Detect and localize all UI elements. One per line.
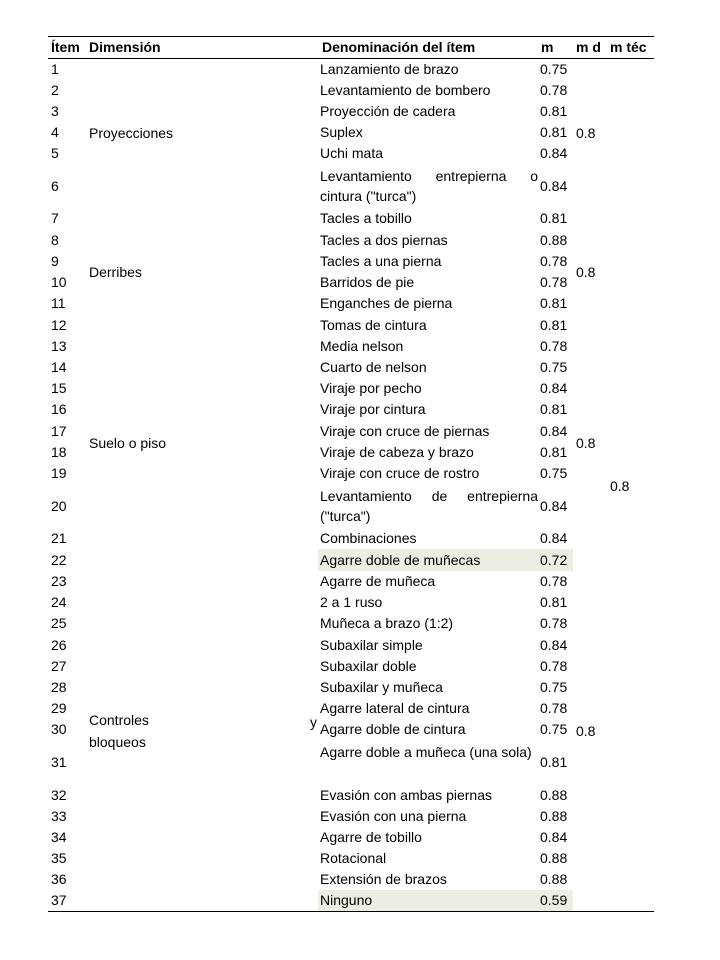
mtec-value: 0.8 — [610, 478, 630, 494]
item-m-value: 0.81 — [540, 295, 568, 311]
header-m: m — [541, 39, 554, 55]
item-m-value: 0.84 — [540, 145, 568, 161]
item-name: Combinaciones — [320, 530, 417, 546]
item-number: 4 — [51, 124, 59, 140]
item-name: Enganches de pierna — [320, 295, 453, 311]
item-number: 24 — [51, 594, 67, 610]
item-m-value: 0.75 — [540, 721, 568, 737]
item-m-value: 0.81 — [540, 401, 568, 417]
item-number: 16 — [51, 401, 67, 417]
item-name: Agarre doble de cintura — [320, 721, 466, 737]
table-row — [48, 528, 654, 549]
item-m-value: 0.59 — [540, 892, 568, 908]
item-name: Media nelson — [320, 338, 404, 354]
item-number: 33 — [51, 808, 67, 824]
item-number: 12 — [51, 317, 67, 333]
item-name: Levantamiento de bombero — [320, 82, 491, 98]
md-suelo: 0.8 — [576, 435, 596, 451]
item-m-value: 0.81 — [540, 103, 568, 119]
table-row — [48, 677, 654, 698]
item-number: 18 — [51, 444, 67, 460]
item-number: 5 — [51, 145, 59, 161]
item-number: 19 — [51, 465, 67, 481]
item-name: Subaxilar doble — [320, 658, 417, 674]
dimension-controles-y: y — [310, 714, 317, 730]
table-row — [48, 208, 654, 229]
item-number: 25 — [51, 615, 67, 631]
item-m-value: 0.84 — [540, 829, 568, 845]
table-row — [48, 848, 654, 869]
table-row — [48, 549, 654, 571]
item-number: 14 — [51, 359, 67, 375]
item-name: Suplex — [320, 124, 363, 140]
item-number: 28 — [51, 679, 67, 695]
item-number: 30 — [51, 721, 67, 737]
item-number: 35 — [51, 850, 67, 866]
header-md: m d — [576, 39, 601, 55]
item-name: Viraje de cabeza y brazo — [320, 444, 474, 460]
item-name: Subaxilar y muñeca — [320, 679, 443, 695]
item-m-value: 0.78 — [540, 573, 568, 589]
item-number: 8 — [51, 232, 59, 248]
header-denominacion: Denominación del ítem — [322, 39, 476, 55]
item-number: 15 — [51, 380, 67, 396]
item-m-value: 0.78 — [540, 274, 568, 290]
item-name: Agarre doble a muñeca (una sola) — [320, 744, 532, 760]
table-row — [48, 869, 654, 890]
item-m-value: 0.78 — [540, 82, 568, 98]
item-m-value: 0.78 — [540, 615, 568, 631]
item-number: 2 — [51, 82, 59, 98]
item-m-value: 0.75 — [540, 679, 568, 695]
item-m-value: 0.81 — [540, 594, 568, 610]
item-number: 1 — [51, 61, 59, 77]
item-name: Ninguno — [320, 892, 373, 908]
item-number: 9 — [51, 253, 59, 269]
table-row — [48, 164, 654, 208]
md-proyecciones: 0.8 — [576, 125, 596, 141]
item-name: Agarre lateral de cintura — [320, 700, 470, 716]
table-row — [48, 827, 654, 848]
item-m-value: 0.88 — [540, 808, 568, 824]
item-m-value: 0.72 — [540, 552, 568, 568]
item-name: Tacles a tobillo — [320, 210, 412, 226]
table-row — [48, 336, 654, 357]
item-m-value: 0.84 — [540, 423, 568, 439]
item-name: Viraje por pecho — [320, 380, 422, 396]
table-row — [48, 314, 654, 336]
item-m-value: 0.88 — [540, 787, 568, 803]
table-row — [48, 634, 654, 656]
table-row — [48, 784, 654, 806]
item-name: Rotacional — [320, 850, 387, 866]
item-name: Proyección de cadera — [320, 103, 456, 119]
table-row — [48, 484, 654, 528]
table-row — [48, 101, 654, 122]
item-number: 10 — [51, 274, 67, 290]
table-row — [48, 806, 654, 827]
item-number: 23 — [51, 573, 67, 589]
items-table — [48, 0, 654, 960]
item-m-value: 0.88 — [540, 871, 568, 887]
item-name: Viraje con cruce de rostro — [320, 465, 480, 481]
item-number: 17 — [51, 423, 67, 439]
item-number: 31 — [51, 754, 67, 770]
item-m-value: 0.75 — [540, 61, 568, 77]
item-number: 37 — [51, 892, 67, 908]
table-row — [48, 592, 654, 613]
item-number: 32 — [51, 787, 67, 803]
item-m-value: 0.78 — [540, 338, 568, 354]
table-row — [48, 463, 654, 484]
item-name: Uchi mata — [320, 145, 384, 161]
item-name: Extensión de brazos — [320, 871, 447, 887]
bottom-rule — [48, 911, 654, 912]
table-row — [48, 59, 654, 80]
item-name: Lanzamiento de brazo — [320, 61, 459, 77]
dimension-proyecciones: Proyecciones — [89, 125, 174, 141]
item-m-value: 0.81 — [540, 754, 568, 770]
item-number: 3 — [51, 103, 59, 119]
item-name: 2 a 1 ruso — [320, 594, 383, 610]
item-name: Levantamiento entrepierna o cintura ("turca") — [320, 168, 538, 204]
item-number: 22 — [51, 552, 67, 568]
item-m-value: 0.78 — [540, 658, 568, 674]
table-row — [48, 80, 654, 101]
dimension-controles-line2: bloqueos — [89, 734, 146, 750]
table-row — [48, 656, 654, 677]
item-number: 36 — [51, 871, 67, 887]
item-name: Cuarto de nelson — [320, 359, 427, 375]
item-number: 7 — [51, 210, 59, 226]
item-name: Levantamiento de entrepierna ("turca") — [320, 488, 538, 524]
item-number: 21 — [51, 530, 67, 546]
item-number: 6 — [51, 178, 59, 194]
table-row — [48, 143, 654, 164]
item-number: 27 — [51, 658, 67, 674]
dimension-derribes: Derribes — [89, 264, 142, 280]
table-row — [48, 357, 654, 378]
item-name: Agarre de tobillo — [320, 829, 422, 845]
item-name: Viraje con cruce de piernas — [320, 423, 490, 439]
item-m-value: 0.81 — [540, 124, 568, 140]
item-m-value: 0.78 — [540, 253, 568, 269]
item-name: Tacles a una pierna — [320, 253, 442, 269]
table-row — [48, 229, 654, 251]
item-m-value: 0.75 — [540, 359, 568, 375]
table-row — [48, 890, 654, 911]
item-number: 29 — [51, 700, 67, 716]
dimension-suelo: Suelo o piso — [89, 435, 167, 451]
item-number: 26 — [51, 637, 67, 653]
item-name: Evasión con una pierna — [320, 808, 467, 824]
item-number: 20 — [51, 498, 67, 514]
table-row — [48, 571, 654, 592]
item-name: Tomas de cintura — [320, 317, 427, 333]
item-m-value: 0.88 — [540, 850, 568, 866]
md-derribes: 0.8 — [576, 264, 596, 280]
table-row — [48, 613, 654, 634]
item-number: 34 — [51, 829, 67, 845]
item-name: Barridos de pie — [320, 274, 415, 290]
item-name: Agarre doble de muñecas — [320, 552, 481, 568]
item-name: Muñeca a brazo (1:2) — [320, 615, 454, 631]
item-m-value: 0.81 — [540, 444, 568, 460]
item-m-value: 0.84 — [540, 498, 568, 514]
item-m-value: 0.84 — [540, 178, 568, 194]
md-controles: 0.8 — [576, 723, 596, 739]
header-mtec: m téc — [610, 39, 647, 55]
item-m-value: 0.78 — [540, 700, 568, 716]
header-item: Ítem — [51, 39, 80, 55]
item-name: Subaxilar simple — [320, 637, 423, 653]
dimension-controles-line1: Controles — [89, 712, 149, 728]
item-number: 11 — [51, 295, 66, 311]
item-m-value: 0.88 — [540, 232, 568, 248]
item-name: Tacles a dos piernas — [320, 232, 448, 248]
table-row — [48, 399, 654, 420]
item-m-value: 0.81 — [540, 210, 568, 226]
item-number: 13 — [51, 338, 67, 354]
item-name: Agarre de muñeca — [320, 573, 436, 589]
table-row — [48, 378, 654, 399]
item-m-value: 0.84 — [540, 637, 568, 653]
item-m-value: 0.84 — [540, 380, 568, 396]
item-name: Evasión con ambas piernas — [320, 787, 492, 803]
item-name: Viraje por cintura — [320, 401, 426, 417]
item-m-value: 0.75 — [540, 465, 568, 481]
header-dimension: Dimensión — [89, 39, 161, 55]
item-m-value: 0.81 — [540, 317, 568, 333]
table-row — [48, 293, 654, 314]
item-m-value: 0.84 — [540, 530, 568, 546]
